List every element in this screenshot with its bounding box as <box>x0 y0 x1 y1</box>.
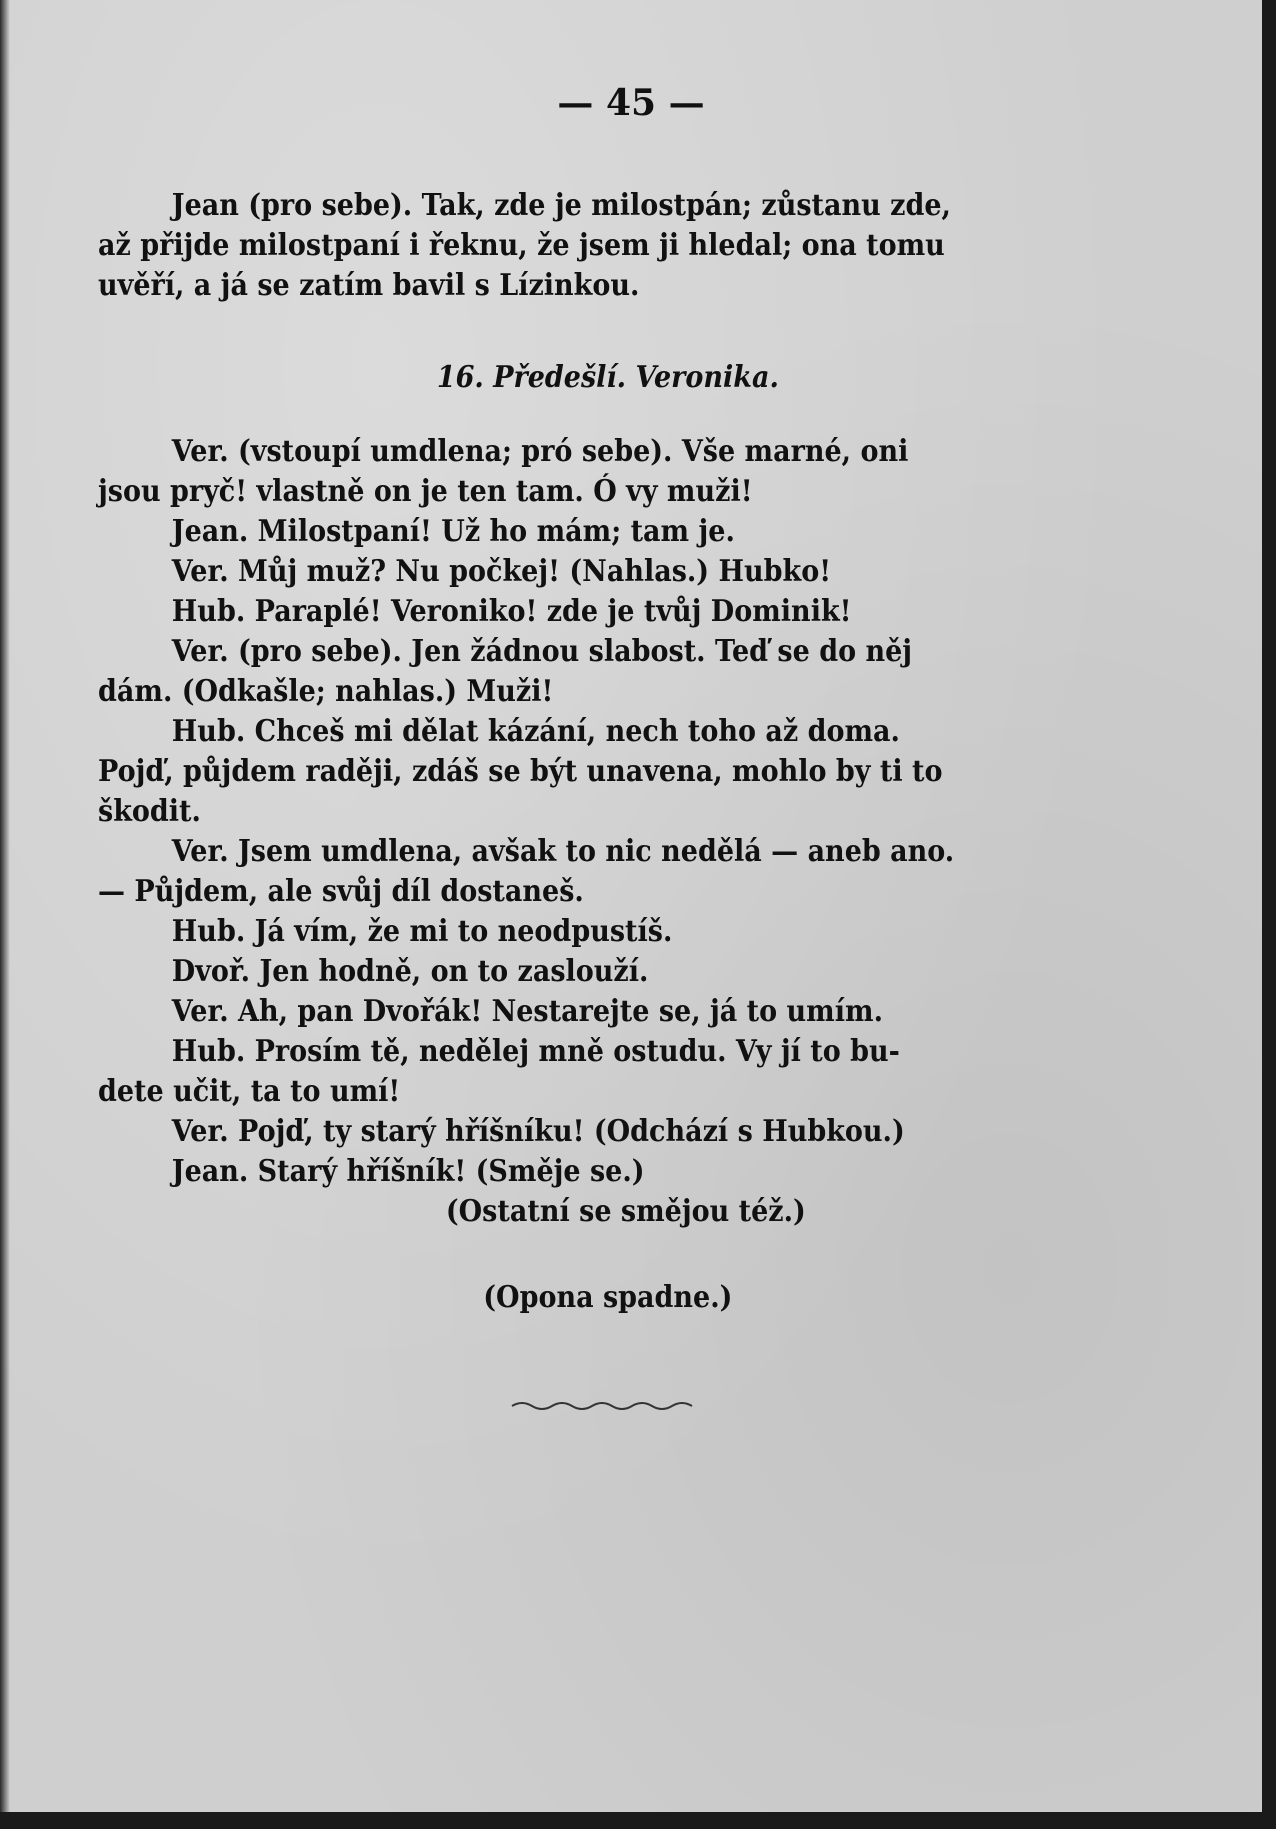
text-line: Jean (pro sebe). Tak, zde je milostpán; zůstanu zde, <box>171 188 951 223</box>
page-number: — 45 — <box>557 82 705 124</box>
text-line: Ver. Ah, pan Dvořák! Nestarejte se, já to umím. <box>171 994 883 1029</box>
curtain-line: (Opona spadne.) <box>483 1280 733 1315</box>
text-line: Ver. Jsem umdlena, avšak to nic nedělá — aneb ano. <box>171 834 955 869</box>
scene-title: 16. Předešlí. Veronika. <box>436 360 779 395</box>
text-line: dete učit, ta to umí! <box>98 1074 401 1109</box>
text-line: uvěří, a já se zatím bavil s Lízinkou. <box>98 268 640 303</box>
text-line: Jean. Starý hříšník! (Směje se.) <box>171 1154 645 1189</box>
text-line: Pojď, půjdem raději, zdáš se být unavena, mohlo by ti to <box>98 754 943 789</box>
text-line: Hub. Chceš mi dělat kázání, nech toho až doma. <box>171 714 900 749</box>
paragraph-jean <box>98 186 1016 306</box>
text-line: Hub. Já vím, že mi to neodpustíš. <box>171 914 673 949</box>
text-line: Hub. Prosím tě, nedělej mně ostudu. Vy jí to bu- <box>171 1034 900 1069</box>
stage-direction: (Ostatní se smějou též.) <box>445 1194 806 1229</box>
text-line: Dvoř. Jen hodně, on to zaslouží. <box>171 954 649 989</box>
text-line: škodit. <box>98 794 201 829</box>
page-edge-shadow <box>0 0 10 1812</box>
text-line: Ver. (pro sebe). Jen žádnou slabost. Teď se do něj <box>171 634 913 669</box>
dialogue-block <box>98 432 1016 1232</box>
ornament-divider <box>510 1398 700 1412</box>
curtain-note <box>98 1278 1016 1318</box>
scene-heading <box>98 358 1016 398</box>
text-line: jsou pryč! vlastně on je ten tam. Ó vy muži! <box>98 474 753 509</box>
text-line: Ver. Můj muž? Nu počkej! (Nahlas.) Hubko! <box>171 554 832 589</box>
text-line: Ver. (vstoupí umdlena; pró sebe). Vše marné, oni <box>171 434 909 469</box>
text-line: až přijde milostpaní i řeknu, že jsem ji hledal; ona tomu <box>98 228 945 263</box>
text-line: Ver. Pojď, ty starý hříšníku! (Odchází s Hubkou.) <box>171 1114 905 1149</box>
text-line: Hub. Paraplé! Veroniko! zde je tvůj Dominik! <box>171 594 852 629</box>
text-line: Jean. Milostpaní! Už ho mám; tam je. <box>171 514 735 549</box>
text-line: — Půjdem, ale svůj díl dostaneš. <box>98 874 584 909</box>
text-line: dám. (Odkašle; nahlas.) Muži! <box>98 674 554 709</box>
